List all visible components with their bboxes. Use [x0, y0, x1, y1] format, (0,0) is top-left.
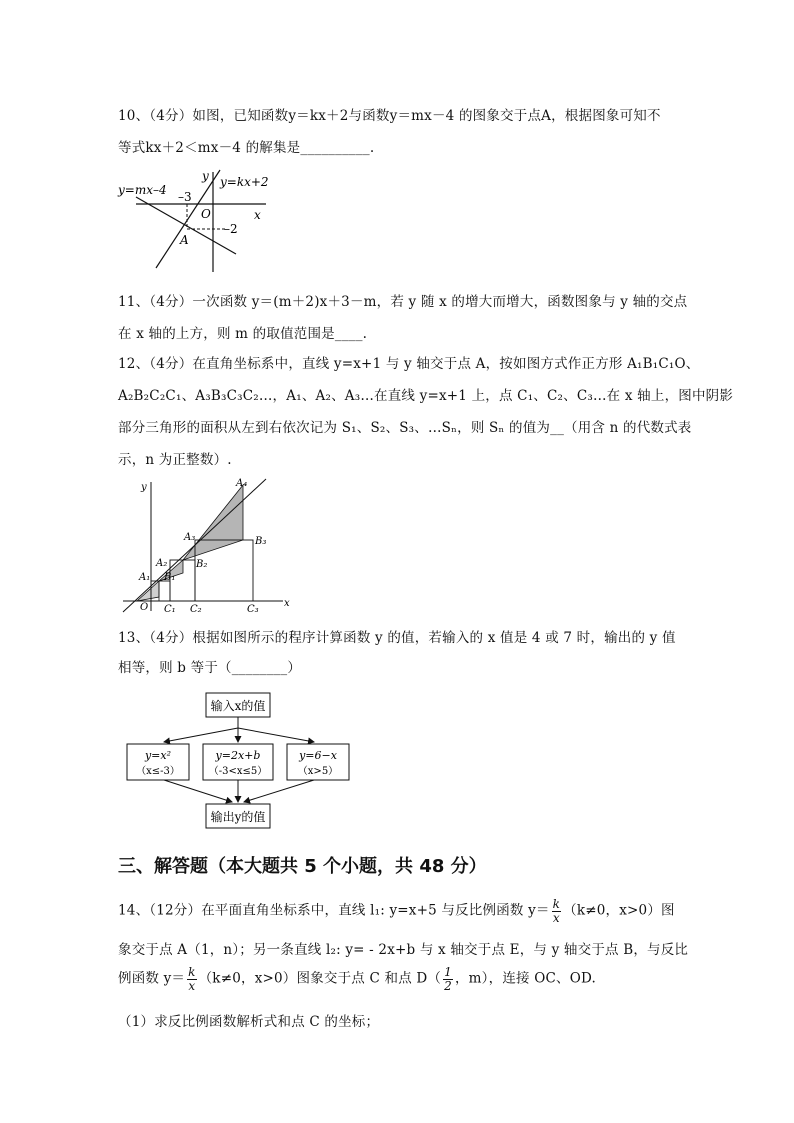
- fraction-k-over-x-2: [187, 966, 196, 992]
- label-b2: B₂: [196, 559, 208, 570]
- label-x: x: [254, 208, 261, 222]
- label-neg3: –3: [178, 190, 192, 204]
- q12-figure: [118, 474, 293, 614]
- q14-line2: 象交于点 A（1，n）；另一条直线 l₂: y= - 2x+b 与 x 轴交于点 E，与 y 轴交于点 B，与反比: [118, 942, 689, 958]
- fraction-k-over-x: [552, 898, 561, 924]
- label-a3: A₃: [184, 532, 196, 543]
- q14-l3-post: ，m），连接 OC、OD.: [454, 970, 597, 987]
- label-c2: C₂: [190, 604, 202, 614]
- arrow-left: [164, 728, 238, 742]
- fraction-one-half: [443, 966, 453, 992]
- line-y-x-plus-1: [123, 479, 266, 612]
- branch-mid-cond: （-3<x≤5）: [208, 766, 268, 777]
- q12-line4: 示，n 为正整数）.: [118, 452, 232, 468]
- q10-line2: 等式kx＋2＜mx－4 的解集是__________.: [118, 140, 375, 156]
- q14-line4: （1）求反比例函数解析式和点 C 的坐标；: [118, 1014, 380, 1030]
- section-title: 三、解答题（本大题共 5 个小题，共 48 分）: [118, 856, 487, 877]
- q14-line3: [118, 966, 596, 992]
- label-b1: B₁: [164, 572, 176, 583]
- q13-line2: 相等，则 b 等于（________）: [118, 660, 302, 676]
- output-label: 输出y的值: [210, 810, 266, 824]
- label-a: A: [180, 233, 189, 247]
- label-y: y: [202, 169, 209, 183]
- branch-left-cond: （x≤-3）: [136, 766, 180, 777]
- label-o: O: [140, 602, 149, 613]
- label-c3: C₃: [247, 604, 259, 614]
- input-label: 输入x的值: [210, 699, 266, 713]
- branch-right-cond: （x>5）: [297, 766, 339, 777]
- frac-den: x: [552, 910, 560, 925]
- s3-triangle: [183, 485, 243, 560]
- half-num: 1: [444, 965, 452, 979]
- half-den: 2: [444, 978, 452, 993]
- q14-l1-pre: 14、（12分）在平面直角坐标系中，直线 l₁: y=x+5 与反比例函数 y＝: [118, 902, 550, 919]
- q11-line1: 11、（4分）一次函数 y＝(m＋2)x＋3－m，若 y 随 x 的增大而增大，函数图象与 y 轴的交点: [118, 294, 688, 310]
- label-y: y: [141, 482, 147, 493]
- q13-line1: 13、（4分）根据如图所示的程序计算函数 y 的值，若输入的 x 值是 4 或 7 时，输出的 y 值: [118, 630, 676, 646]
- merge-left: [164, 780, 232, 802]
- q14-line1: [118, 898, 675, 924]
- q10-line1: 10、（4分）如图，已知函数y＝kx＋2与函数y＝mx－4 的图象交于点A，根据图象可知不: [118, 108, 661, 124]
- frac-den: x: [188, 978, 196, 993]
- label-c1: C₁: [164, 604, 176, 614]
- label-a1: A₁: [139, 572, 151, 583]
- q12-line1: 12、（4分）在直角坐标系中，直线 y=x+1 与 y 轴交于点 A，按如图方式作正方形 A₁B₁C₁O、: [118, 356, 700, 372]
- label-a4: A₄: [236, 478, 248, 489]
- q14-l3-pre: 例函数 y＝: [118, 970, 186, 987]
- s1-triangle: [137, 581, 159, 601]
- frac-num: k: [188, 965, 196, 979]
- q13-flowchart: [124, 690, 356, 832]
- branch-right-formula: y=6−x: [299, 749, 337, 762]
- label-neg2: –2: [224, 222, 238, 236]
- label-x: x: [284, 598, 290, 609]
- branch-left-formula: y=x²: [144, 749, 172, 762]
- arrow-right: [238, 728, 314, 742]
- label-mx: y=mx–4: [118, 183, 167, 197]
- label-a2: A₂: [156, 558, 168, 569]
- branch-mid-formula: y=2x+b: [215, 749, 261, 762]
- q10-figure: [116, 164, 276, 274]
- q14-l3-mid: （k≠0，x>0）图象交于点 C 和点 D（: [198, 970, 442, 987]
- label-b3: B₃: [255, 536, 267, 547]
- label-o: O: [201, 207, 211, 221]
- q11-line2: 在 x 轴的上方，则 m 的取值范围是____.: [118, 326, 368, 342]
- q12-line2: A₂B₂C₂C₁、A₃B₃C₃C₂…，A₁、A₂、A₃…在直线 y=x+1 上，点 C₁、C₂、C₃…在 x 轴上，图中阴影: [118, 388, 734, 404]
- q14-l1-post: （k≠0，x>0）图: [563, 902, 675, 919]
- q12-line3: 部分三角形的面积从左到右依次记为 S₁、S₂、S₃、…Sₙ，则 Sₙ 的值为__（用含 n 的代数式表: [118, 420, 692, 436]
- label-kx: y=kx+2: [220, 175, 269, 189]
- frac-num: k: [552, 897, 561, 911]
- merge-right: [244, 780, 314, 802]
